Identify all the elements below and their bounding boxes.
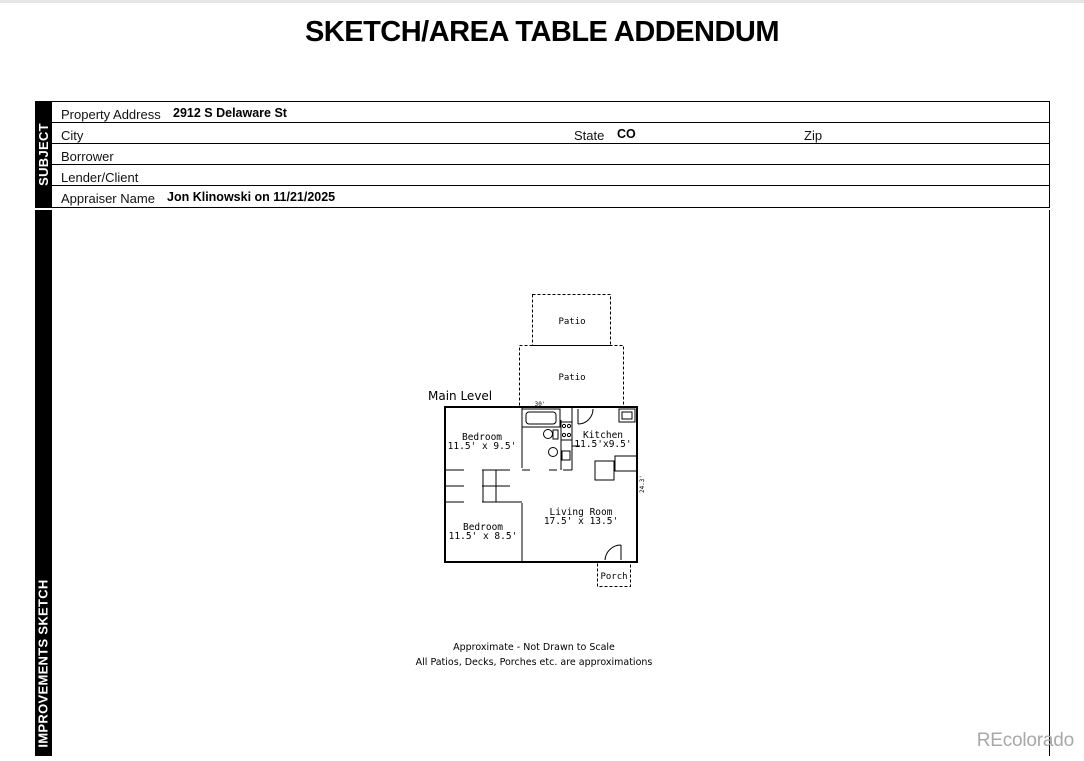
- living-room-name: Living Room: [549, 507, 613, 518]
- dim-top-label: 30': [534, 401, 546, 408]
- appraiser-row: [52, 186, 1049, 207]
- bedroom1-size: 11.5' x 9.5': [447, 441, 517, 452]
- island-icon: [595, 461, 614, 480]
- sink-icon: [549, 448, 558, 457]
- patio-upper-label: Patio: [558, 317, 586, 327]
- state-value: CO: [617, 127, 636, 141]
- bedroom1-name: Bedroom: [461, 432, 503, 443]
- borrower-label: Borrower: [61, 149, 114, 164]
- patio-lower-label: Patio: [558, 373, 586, 383]
- kitchen-size: 11.5'x9.5': [574, 439, 632, 450]
- property-address-label: Property Address: [61, 107, 161, 122]
- borrower-row: [52, 144, 1049, 165]
- zip-label: Zip: [804, 128, 823, 143]
- counter-icon: [615, 456, 637, 471]
- toilet-icon: [544, 430, 553, 439]
- living-room-size: 17.5' x 13.5': [543, 516, 619, 527]
- front-door-icon: [605, 545, 621, 560]
- property-address-value: 2912 S Delaware St: [173, 106, 287, 120]
- sketch-note-2: All Patios, Decks, Porches etc. are approximations: [415, 657, 653, 668]
- kitchen-name: Kitchen: [582, 430, 624, 441]
- top-shade: [0, 0, 1084, 3]
- bathtub-basin-icon: [526, 412, 556, 424]
- property-address-row: [52, 102, 1049, 123]
- fridge-icon: [619, 409, 635, 422]
- city-row: [52, 123, 1049, 144]
- watermark-logo: REcolorado: [976, 730, 1074, 751]
- lender-row: [52, 165, 1049, 186]
- level-label: Main Level: [428, 389, 493, 403]
- sketch-note-1: Approximate - Not Drawn to Scale: [453, 642, 615, 653]
- subject-section-label: SUBJECT: [36, 123, 51, 186]
- bedroom2-name: Bedroom: [462, 522, 504, 533]
- dim-right-label: 24.3': [639, 474, 646, 494]
- appraiser-label: Appraiser Name: [61, 191, 155, 206]
- page-title: SKETCH/AREA TABLE ADDENDUM: [304, 16, 780, 48]
- improvements-section-label: IMPROVEMENTS SKETCH: [36, 579, 51, 748]
- subject-form: [52, 101, 1050, 208]
- improvements-section-bar: [35, 210, 52, 756]
- state-label: State: [574, 128, 605, 143]
- subject-section-bar: [35, 101, 52, 208]
- city-label: City: [61, 128, 84, 143]
- bedroom2-size: 11.5' x 8.5': [448, 531, 518, 542]
- lender-label: Lender/Client: [61, 170, 139, 185]
- bath-fixtures: [522, 409, 572, 460]
- porch-label: Porch: [600, 572, 628, 582]
- appraiser-value: Jon Klinowski on 11/21/2025: [167, 190, 336, 204]
- sketch-area: [52, 210, 1050, 756]
- floor-plan-sketch: [52, 210, 1049, 756]
